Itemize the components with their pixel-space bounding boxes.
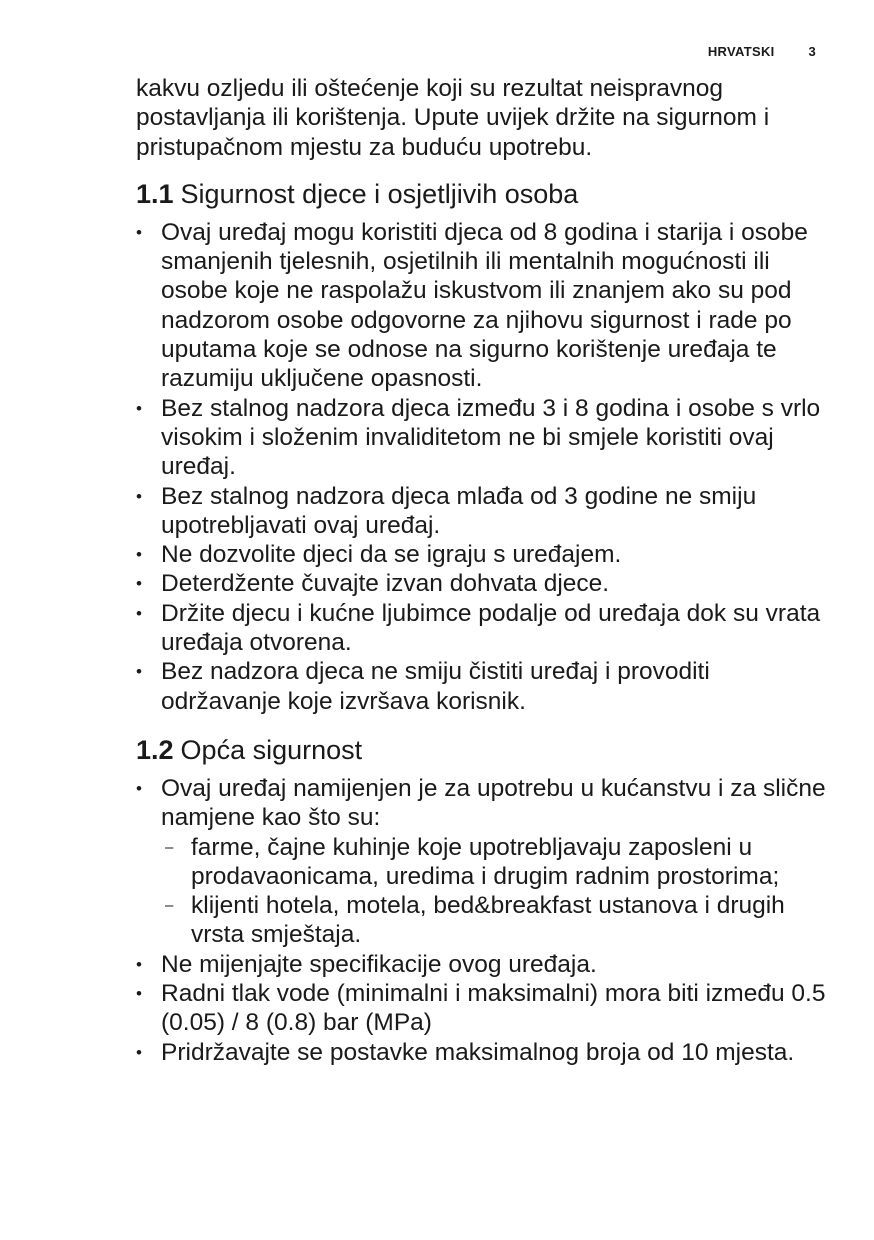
list-item-text: Ovaj uređaj namijenjen je za upotrebu u kućanstvu i za slične namjene kao što su:: [161, 774, 826, 832]
intro-paragraph: kakvu ozljedu ili oštećenje koji su rezultat neispravnog postavljanja ili korištenja. Upute uvijek držite na sigurnom i pristupačnom mjestu za buduću upotrebu.: [136, 75, 770, 161]
section-2-list: [136, 774, 826, 1067]
sub-list: [161, 833, 826, 950]
section-1-heading: [136, 174, 826, 214]
document-body: [136, 74, 826, 1067]
list-item: • Radni tlak vode (minimalni i maksimalni) mora biti između 0.5 (0.05) / 8 (0.8) bar (MPa): [136, 979, 826, 1038]
header-language: HRVATSKI: [707, 44, 775, 59]
section-1-number: 1.1: [136, 178, 174, 209]
list-item: • Bez stalnog nadzora djeca mlađa od 3 godine ne smiju upotrebljavati ovaj uređaj.: [136, 482, 826, 541]
list-item: • Ne dozvolite djeci da se igraju s uređajem.: [136, 540, 826, 569]
sub-list-item: – klijenti hotela, motela, bed&breakfast ustanova i drugih vrsta smještaja.: [161, 891, 826, 950]
page-number: 3: [808, 44, 816, 59]
section-2-number: 1.2: [136, 734, 174, 765]
section-1-list: [136, 218, 826, 716]
list-item: • Pridržavajte se postavke maksimalnog broja od 10 mjesta.: [136, 1038, 826, 1067]
list-item: • Bez stalnog nadzora djeca između 3 i 8 godina i osobe s vrlo visokim i složenim invaliditetom ne bi smjele koristiti ovaj uređaj.: [136, 394, 826, 482]
list-item: • Držite djecu i kućne ljubimce podalje od uređaja dok su vrata uređaja otvorena.: [136, 599, 826, 658]
list-item: • Ne mijenjajte specifikacije ovog uređaja.: [136, 950, 826, 979]
sub-list-item: – farme, čajne kuhinje koje upotrebljavaju zaposleni u prodavaonicama, uredima i drugim radnim prostorima;: [161, 833, 826, 892]
list-item: • Bez nadzora djeca ne smiju čistiti uređaj i provoditi održavanje koje izvršava korisnik.: [136, 657, 826, 716]
list-item: • Ovaj uređaj mogu koristiti djeca od 8 godina i starija i osobe smanjenih tjelesnih, osjetilnih ili mentalnih mogućnosti ili osobe koje ne raspolažu iskustvom ili znanjem ako su pod nadzorom osobe odgovorne za njihovu sigurnost i rade po uputama koje se odnose na sigurno korištenje uređaja te razumiju uključene opasnosti.: [136, 218, 826, 394]
list-item: [136, 774, 826, 950]
section-1-title: Sigurnost djece i osjetljivih osoba: [180, 178, 579, 209]
section-2-heading: [136, 730, 826, 770]
section-2-title: Opća sigurnost: [180, 734, 363, 765]
page-header: [708, 44, 816, 59]
list-item: • Deterdžente čuvajte izvan dohvata djece.: [136, 569, 826, 598]
